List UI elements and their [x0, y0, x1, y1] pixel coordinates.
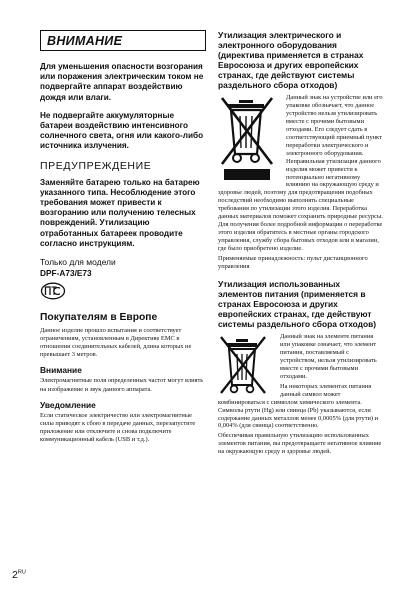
battery-paragraph-3: Обеспечивая правильную утилизацию использованных элементов питания, вы предотвращаете негативное влияние на окружающую среду и здоровье людей.	[218, 432, 382, 456]
crossed-out-wheelie-bin-icon	[218, 96, 276, 166]
warning-paragraph-2: Не подвергайте аккумуляторные батареи воздействию интенсивного солнечного света, огня или какого-либо источника излучения.	[40, 110, 204, 151]
battery-paragraph-2: На некоторых элементах питания данный символ может комбинироваться с символом химического элемента. Символы ртути (Hg) или свинца (Pb) указываются, если содержание данных металлов менее 0,0005% (для ртути) и 0,004% (для свинца) соответственно.	[218, 382, 379, 430]
battery-bin-figure	[218, 335, 274, 395]
battery-paragraph-1: Данный знак на элементе питания или упаковке означает, что элемент питания, поставляемый с устройством, нельзя утилизировать вместе с прочими бытовыми отходами.	[280, 332, 377, 380]
left-column	[40, 30, 206, 444]
page-footer	[12, 569, 26, 581]
certification-mark-icon	[40, 282, 66, 300]
caution-heading: ПРЕДУПРЕЖДЕНИЕ	[40, 159, 152, 172]
attention-heading: Внимание	[40, 365, 82, 376]
caution-paragraph: Заменяйте батарею только на батарею указанного типа. Несоблюдение этого требования может привести к возгоранию или получению телесных повреждений. Утилизацию отработанных батареек проводите согласно инструкциям.	[40, 177, 200, 248]
model-name: DPF-A73/E73	[40, 268, 92, 279]
warning-paragraph-1: Для уменьшения опасности возгорания или поражения электрическим током не подвергайте аппарат воздействию дождя или влаги.	[40, 62, 204, 102]
separate-collection-bar-icon	[224, 169, 270, 180]
model-label: Только для модели	[40, 257, 116, 268]
warning-box	[40, 30, 206, 51]
disposal-section	[218, 94, 384, 271]
battery-heading: Утилизация использованных элементов питания (применяется в странах Евросоюза и других европейских странах, где действуют системы раздельного сбора отходов)	[218, 278, 377, 329]
europe-paragraph: Данное изделие прошло испытания и соответствует ограничениям, установленным в Директиве EMC в отношении соединительных кабелей, длина которых не превышает 3 метров.	[40, 327, 192, 359]
crossed-out-battery-bin-icon	[218, 335, 268, 395]
notice-heading: Уведомление	[40, 399, 96, 410]
warning-label: ВНИМАНИЕ	[47, 33, 123, 48]
page-number: 2	[12, 569, 18, 581]
europe-heading: Покупателям в Европе	[40, 312, 158, 324]
attention-paragraph: Электромагнитные поля определенных частот могут влиять на изображение и звук данного аппарата.	[40, 377, 204, 393]
language-code: RU	[17, 569, 26, 576]
right-column	[218, 30, 384, 456]
battery-section	[218, 333, 384, 456]
notice-paragraph: Если статическое электричество или электромагнитные силы приводят к сбою в передаче данных, перезапустите приложение или отключите и снова подключите коммуникационный кабель (USB и т.д.).	[40, 411, 196, 443]
disposal-paragraph-2: Применяемые принадлежность: пульт дистанционного управления	[218, 255, 368, 271]
disposal-paragraph-1: Данный знак на устройстве или его упаковке обозначает, что данное устройство нельзя утилизировать вместе с прочими бытовыми отходами. Его следует сдать в соответствующий приемный пункт переработки электрического и электронного оборудования. Неправильная утилизация данного изделия может привести к потенциально негативному влиянию на окружающую среду и здоровье людей, поэтому для предотвращения подобных последствий необходимо выполнять специальные требования по утилизации этого изделия. Переработка данных материалов поможет сохранить природные ресурсы. Для получения более подробной информации о переработке этого изделия обратитесь в местные органы городского управления, службу сбора бытовых отходов или в магазин, где было приобретено изделие.	[218, 94, 383, 253]
disposal-heading: Утилизация электрического и электронного оборудования (директива применяется в странах Евросоюза и других европейских странах, где действуют системы раздельного сбора отходов)	[218, 30, 364, 90]
crossed-bin-figure	[218, 96, 280, 180]
